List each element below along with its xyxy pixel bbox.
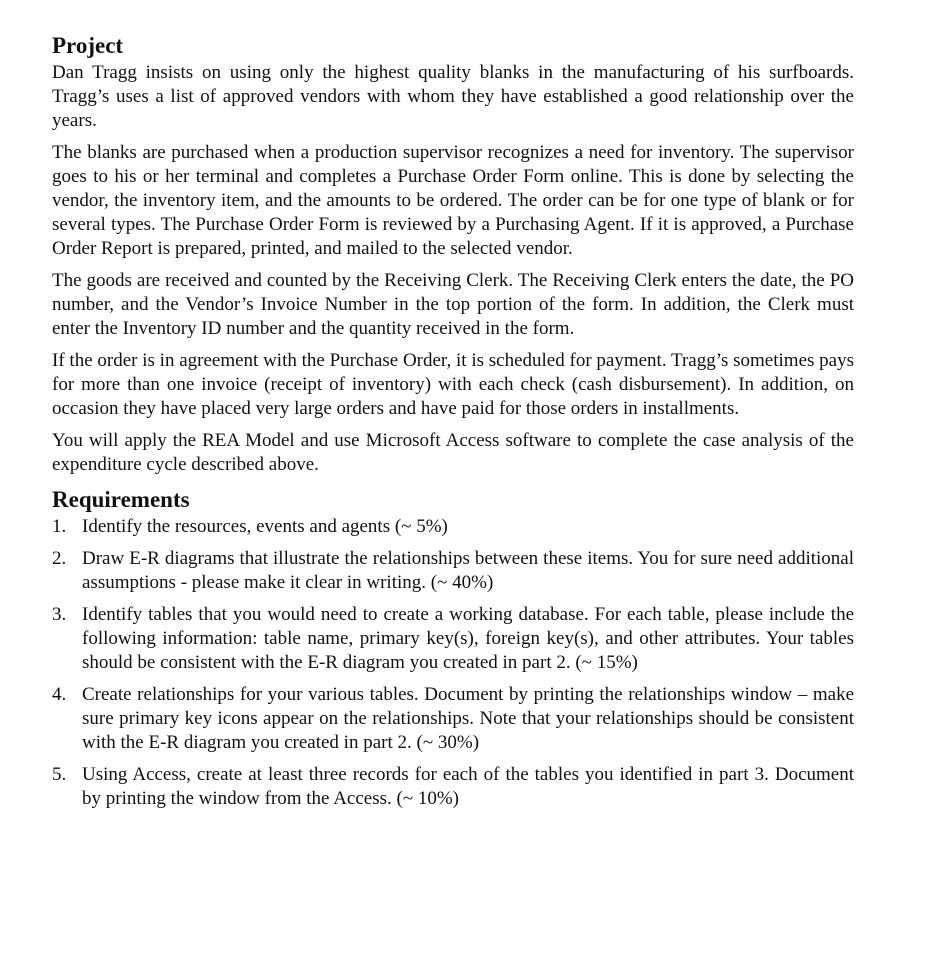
- requirements-list: [52, 515, 854, 811]
- project-paragraph: The goods are received and counted by the Receiving Clerk. The Receiving Clerk enters the date, the PO number, and the Vendor’s Invoice Number in the top portion of the form. In addition, the Clerk must enter the Inventory ID number and the quantity received in the form.: [52, 270, 854, 339]
- requirement-number: 3.: [52, 604, 67, 625]
- requirement-item: [52, 547, 854, 595]
- project-heading: Project: [52, 33, 124, 58]
- project-paragraph: Dan Tragg insists on using only the highest quality blanks in the manufacturing of his surfboards. Tragg’s uses a list of approved vendors with whom they have established a good relationship over the years.: [52, 62, 854, 131]
- requirement-text: Create relationships for your various tables. Document by printing the relationships window – make sure primary key icons appear on the relationships. Note that your relationships should be consistent with the E-R diagram you created in part 2. (~ 30%): [82, 684, 854, 753]
- requirement-number: 4.: [52, 684, 67, 705]
- requirements-heading: Requirements: [52, 487, 190, 512]
- requirement-item: [52, 763, 854, 811]
- requirement-text: Draw E-R diagrams that illustrate the relationships between these items. You for sure need additional assumptions - please make it clear in writing. (~ 40%): [82, 548, 854, 593]
- requirement-item: [52, 603, 854, 675]
- requirement-number: 1.: [52, 516, 67, 537]
- project-paragraph: The blanks are purchased when a production supervisor recognizes a need for inventory. The supervisor goes to his or her terminal and completes a Purchase Order Form online. This is done by selecting the vendor, the inventory item, and the amounts to be ordered. The order can be for one type of blank or for several types. The Purchase Order Form is reviewed by a Purchasing Agent. If it is approved, a Purchase Order Report is prepared, printed, and mailed to the selected vendor.: [52, 142, 854, 259]
- requirement-number: 2.: [52, 548, 67, 569]
- requirement-text: Identify tables that you would need to create a working database. For each table, please include the following information: table name, primary key(s), foreign key(s), and other attributes. Your tables should be consistent with the E-R diagram you created in part 2. (~ 15%): [82, 604, 854, 673]
- requirement-item: [52, 683, 854, 755]
- requirement-text: Using Access, create at least three records for each of the tables you identified in part 3. Document by printing the window from the Access. (~ 10%): [82, 764, 854, 809]
- project-paragraph: If the order is in agreement with the Purchase Order, it is scheduled for payment. Tragg’s sometimes pays for more than one invoice (receipt of inventory) with each check (cash disbursement). In addition, on occasion they have placed very large orders and have paid for those orders in installments.: [52, 350, 854, 419]
- requirement-item: [52, 515, 854, 539]
- requirement-number: 5.: [52, 764, 67, 785]
- project-paragraph: You will apply the REA Model and use Microsoft Access software to complete the case analysis of the expenditure cycle described above.: [52, 430, 854, 475]
- requirement-text: Identify the resources, events and agents (~ 5%): [82, 516, 448, 537]
